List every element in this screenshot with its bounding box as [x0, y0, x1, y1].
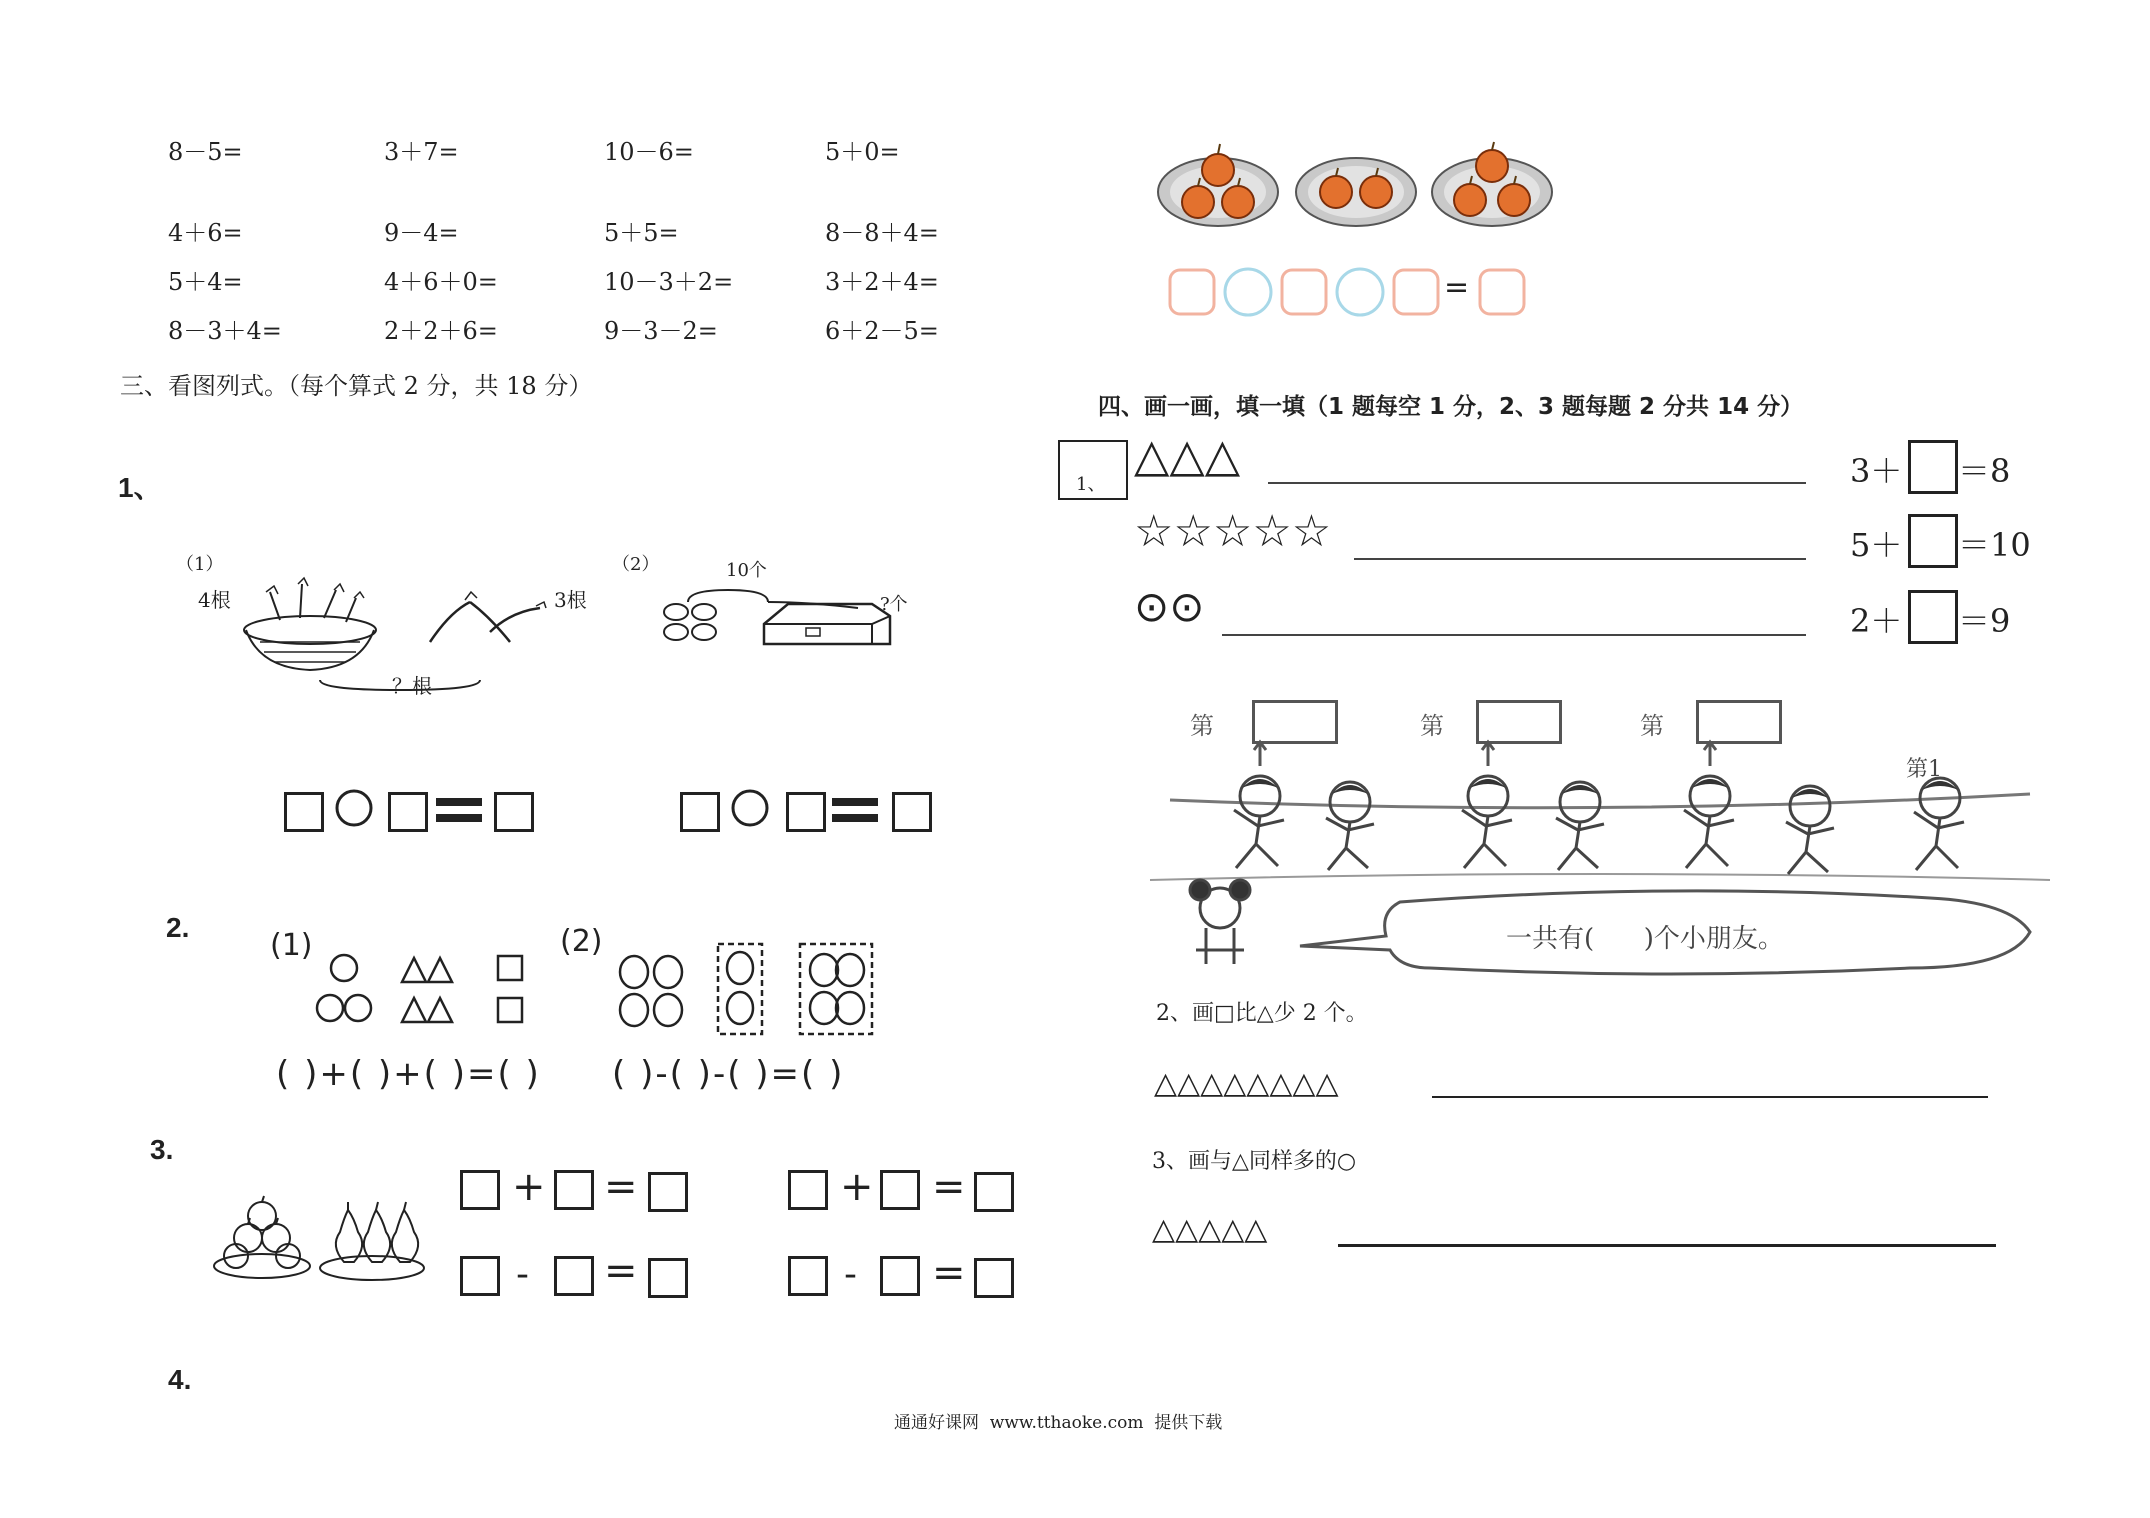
row1-answer-box[interactable] — [1908, 440, 1958, 494]
answer-box[interactable] — [388, 792, 428, 832]
calc-item: 3＋2＋4= — [825, 268, 939, 296]
q3-answer-line[interactable] — [1338, 1244, 1996, 1247]
calc-item: 3＋7= — [384, 138, 459, 166]
calc-item: 5＋4= — [168, 268, 243, 296]
equals-sign: = — [604, 1164, 638, 1210]
calc-item: 4＋6＋0= — [384, 268, 498, 296]
q1-sub1: （1） — [176, 554, 224, 575]
row2-answer-line[interactable] — [1354, 558, 1806, 560]
row3-eq-a: 2＋ — [1850, 602, 1903, 640]
q1-unknown: ?个 — [880, 594, 908, 615]
answer-box[interactable] — [680, 792, 720, 832]
q1-left-count: 4根 — [198, 588, 231, 612]
answer-box[interactable] — [554, 1256, 594, 1296]
calc-item: 8－3＋4= — [168, 317, 282, 345]
q2-equation-2[interactable]: ( )-( )-( )=( ) — [612, 1054, 845, 1094]
q2-sub1: (1) — [270, 928, 313, 963]
calc-item: 8－8＋4= — [825, 219, 939, 247]
q2-instruction: 2、画□比△少 2 个。 — [1156, 1001, 1368, 1026]
calc-item: 4＋6= — [168, 219, 243, 247]
answer-box[interactable] — [974, 1172, 1014, 1212]
rank-prefix: 第 — [1640, 712, 1664, 740]
rank-prefix: 第 — [1420, 712, 1444, 740]
row1-eq-a: 3＋ — [1850, 452, 1903, 490]
q1-total-box: 10个 — [726, 560, 767, 581]
equals-sign — [832, 796, 878, 824]
answer-box[interactable] — [880, 1170, 920, 1210]
q3-label: 3. — [150, 1134, 174, 1165]
minus-sign[interactable]: - — [516, 1254, 529, 1295]
q3-instruction: 3、画与△同样多的○ — [1152, 1149, 1357, 1174]
q2-equation-1[interactable]: ( )+( )+( )=( ) — [276, 1054, 541, 1094]
answer-box[interactable] — [788, 1256, 828, 1296]
calc-item: 5＋5= — [604, 219, 679, 247]
answer-box[interactable] — [554, 1170, 594, 1210]
q1-right-count: 3根 — [554, 588, 587, 612]
bubble-text: 一共有( )个小朋友。 — [1506, 924, 1784, 954]
equals-sign: = — [932, 1164, 966, 1210]
row3-eq-b: ＝9 — [1958, 602, 2011, 640]
circles-and-box-illustration — [658, 584, 918, 664]
row2-eq-b: ＝10 — [1958, 526, 2031, 564]
equals-sign: = — [932, 1250, 966, 1296]
operator-circle[interactable] — [334, 788, 374, 828]
section3-title: 三、看图列式。（每个算式 2 分，共 18 分） — [120, 372, 593, 400]
calc-item: 10－3＋2= — [604, 268, 734, 296]
q2-shapes-illustration — [306, 954, 886, 1034]
section4-title: 四、画一画，填一填（1 题每空 1 分，2、3 题每题 2 分共 14 分） — [1098, 394, 1804, 420]
footer-credit: 通通好课网 www.tthaoke.com 提供下载 — [894, 1413, 1223, 1433]
answer-box[interactable] — [880, 1256, 920, 1296]
equals-sign: = — [604, 1248, 638, 1294]
row2-eq-a: 5＋ — [1850, 526, 1903, 564]
calc-item: 9－3－2= — [604, 317, 718, 345]
answer-box[interactable] — [494, 792, 534, 832]
carrot-basket-illustration — [240, 572, 570, 692]
row2-answer-box[interactable] — [1908, 514, 1958, 568]
calc-item: 9－4= — [384, 219, 459, 247]
calc-item: 6＋2－5= — [825, 317, 939, 345]
q2-sub2: (2) — [560, 924, 603, 959]
answer-box[interactable] — [648, 1172, 688, 1212]
q2-label: 2. — [166, 912, 190, 943]
calc-item: 10－6= — [604, 138, 694, 166]
row1-eq-b: ＝8 — [1958, 452, 2011, 490]
calc-item: 2＋2＋6= — [384, 317, 498, 345]
rank-first-label: 第1 — [1906, 757, 1942, 782]
q1-box-label: 1、 — [1076, 474, 1106, 495]
q2-triangles: △△△△△△△△ — [1154, 1066, 1339, 1101]
answer-box[interactable] — [460, 1170, 500, 1210]
q3-triangles: △△△△△ — [1152, 1212, 1268, 1247]
rank-box[interactable] — [1476, 700, 1562, 744]
rank-box[interactable] — [1252, 700, 1338, 744]
q1-total: ？根 — [392, 674, 432, 698]
operator-circle[interactable] — [730, 788, 770, 828]
answer-box[interactable] — [786, 792, 826, 832]
q1-label: 1、 — [118, 472, 162, 503]
row1-answer-line[interactable] — [1268, 482, 1806, 484]
equals-sign — [436, 796, 482, 824]
apple-plates-illustration — [1156, 140, 1556, 240]
apple-equals-sign: = — [1444, 270, 1470, 305]
calc-item: 8－5= — [168, 138, 243, 166]
plus-sign[interactable]: + — [512, 1164, 546, 1210]
q1-box — [1058, 440, 1128, 500]
row1-triangles: △△△ — [1134, 428, 1241, 482]
row3-dots: ⊙⊙ — [1134, 582, 1205, 631]
answer-box[interactable] — [460, 1256, 500, 1296]
calc-item: 5＋0= — [825, 138, 900, 166]
row3-answer-box[interactable] — [1908, 590, 1958, 644]
answer-box[interactable] — [892, 792, 932, 832]
plus-sign[interactable]: + — [840, 1164, 874, 1210]
answer-box[interactable] — [974, 1258, 1014, 1298]
minus-sign[interactable]: - — [844, 1254, 857, 1295]
answer-box[interactable] — [284, 792, 324, 832]
q2-answer-line[interactable] — [1432, 1096, 1988, 1098]
row3-answer-line[interactable] — [1222, 634, 1806, 636]
rank-box[interactable] — [1696, 700, 1782, 744]
q4-label: 4. — [168, 1364, 192, 1395]
row2-stars: ☆☆☆☆☆ — [1134, 506, 1332, 557]
apples-and-pears-plates — [212, 1196, 452, 1286]
answer-box[interactable] — [788, 1170, 828, 1210]
answer-box[interactable] — [648, 1258, 688, 1298]
q1-sub2: （2） — [612, 554, 660, 575]
rank-prefix: 第 — [1190, 712, 1214, 740]
apple-equation-shapes — [1168, 266, 1548, 322]
